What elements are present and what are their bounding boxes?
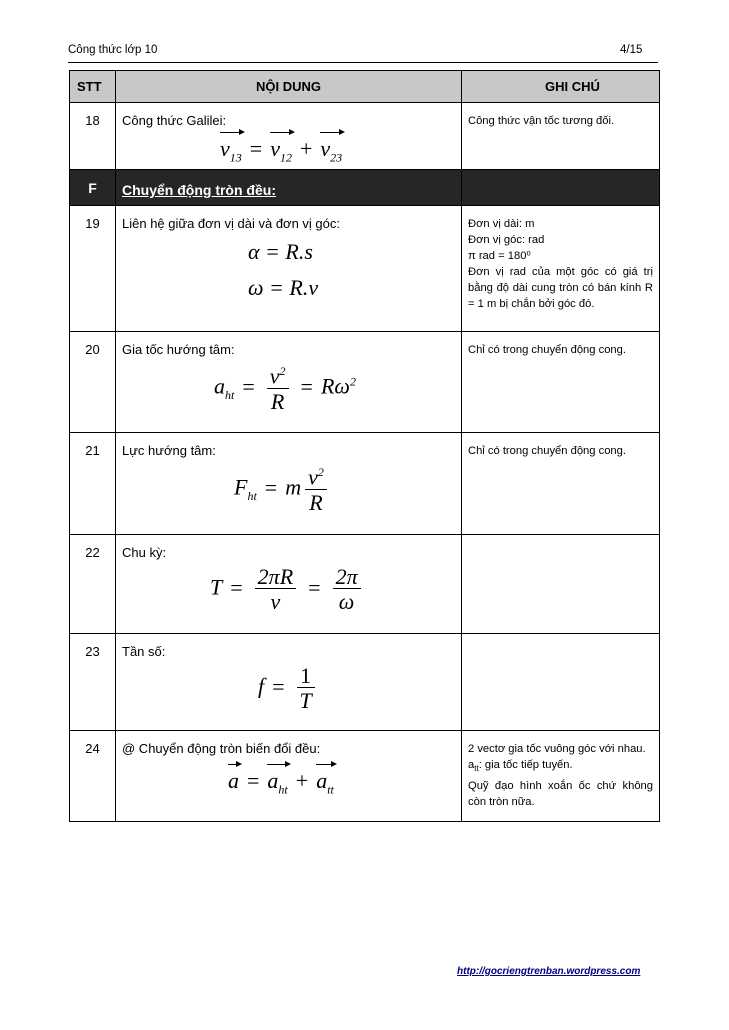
table-row xyxy=(70,731,660,822)
row-label: Liên hệ giữa đơn vị dài và đơn vị góc: xyxy=(122,216,340,232)
row-note: Chỉ có trong chuyển động cong. xyxy=(462,433,660,535)
omega-formula: ω = R.v xyxy=(248,275,319,301)
row-number: 20 xyxy=(70,332,116,433)
formula-table xyxy=(69,70,660,822)
row-content xyxy=(116,206,462,332)
row-number: 23 xyxy=(70,634,116,731)
row-content xyxy=(116,535,462,634)
row-number: 19 xyxy=(70,206,116,332)
table-row xyxy=(70,634,660,731)
row-note xyxy=(462,535,660,634)
table-row xyxy=(70,103,660,170)
row-number: 24 xyxy=(70,731,116,822)
row-number: 18 xyxy=(70,103,116,170)
row-number: 22 xyxy=(70,535,116,634)
table-row xyxy=(70,535,660,634)
row-note: Chỉ có trong chuyển động cong. xyxy=(462,332,660,433)
row-content xyxy=(116,731,462,822)
section-title: Chuyển động tròn đều: xyxy=(116,170,462,206)
header-rule xyxy=(68,62,658,63)
row-content xyxy=(116,332,462,433)
row-label: Tần số: xyxy=(122,644,166,660)
variable-circular-motion-formula: $a = a_{ht} + a_{tt}$ xyxy=(228,768,334,797)
centripetal-force-formula: $F_{ht} = m$ $\frac{v^2}{R}$ xyxy=(122,466,455,513)
frequency-formula: f = $\frac{1}{T}$ xyxy=(122,665,455,712)
galilei-formula: $v_{13} = v_{12} + v_{23}$ xyxy=(220,136,343,165)
centripetal-acceleration-formula: $a_{ht}$ = $\frac{v^2}{R}$ = $R\omega^2$ xyxy=(214,363,356,414)
table-row xyxy=(70,433,660,535)
table-row xyxy=(70,332,660,433)
row-label: Lực hướng tâm: xyxy=(122,443,216,459)
row-label: Gia tốc hướng tâm: xyxy=(122,342,235,358)
row-number: 21 xyxy=(70,433,116,535)
footer-link[interactable]: http://gocriengtrenban.wordpress.com xyxy=(457,966,641,977)
table-row xyxy=(70,206,660,332)
row-label: Chu kỳ: xyxy=(122,545,167,561)
section-note xyxy=(462,170,660,206)
row-note xyxy=(462,634,660,731)
header-content: NỘI DUNG xyxy=(116,71,462,103)
header-stt: STT xyxy=(70,71,116,103)
table-header-row xyxy=(70,71,660,103)
alpha-formula: α = R.s xyxy=(248,239,313,265)
period-formula: T = $\frac{2\pi R}{v}$ = $\frac{2\pi}{\omega}$ xyxy=(122,566,455,613)
section-row xyxy=(70,170,660,206)
row-note: 2 vectơ gia tốc vuông góc với nhau. $a_{tt}$: gia tốc tiếp tuyến. Quỹ đạo hình xoắn ốc chứ không còn tròn nữa. xyxy=(462,731,660,822)
header-note: GHI CHÚ xyxy=(462,71,660,103)
document-title: Công thức lớp 10 xyxy=(68,44,158,56)
row-content xyxy=(116,103,462,170)
row-label: @ Chuyển động tròn biến đổi đều: xyxy=(122,741,321,757)
row-content xyxy=(116,634,462,731)
section-number: F xyxy=(70,170,116,206)
row-content xyxy=(116,433,462,535)
row-note: Đơn vị dài: m Đơn vị góc: rad π rad = 180⁰ Đơn vị rad của một góc có giá trị bằng độ dài cung tròn có bán kính R = 1 m bị chắn bởi góc đó. xyxy=(462,206,660,332)
row-note: Công thức vận tốc tương đối. xyxy=(462,103,660,170)
row-label: Công thức Galilei: xyxy=(122,113,227,128)
page-number: 4/15 xyxy=(620,44,643,56)
